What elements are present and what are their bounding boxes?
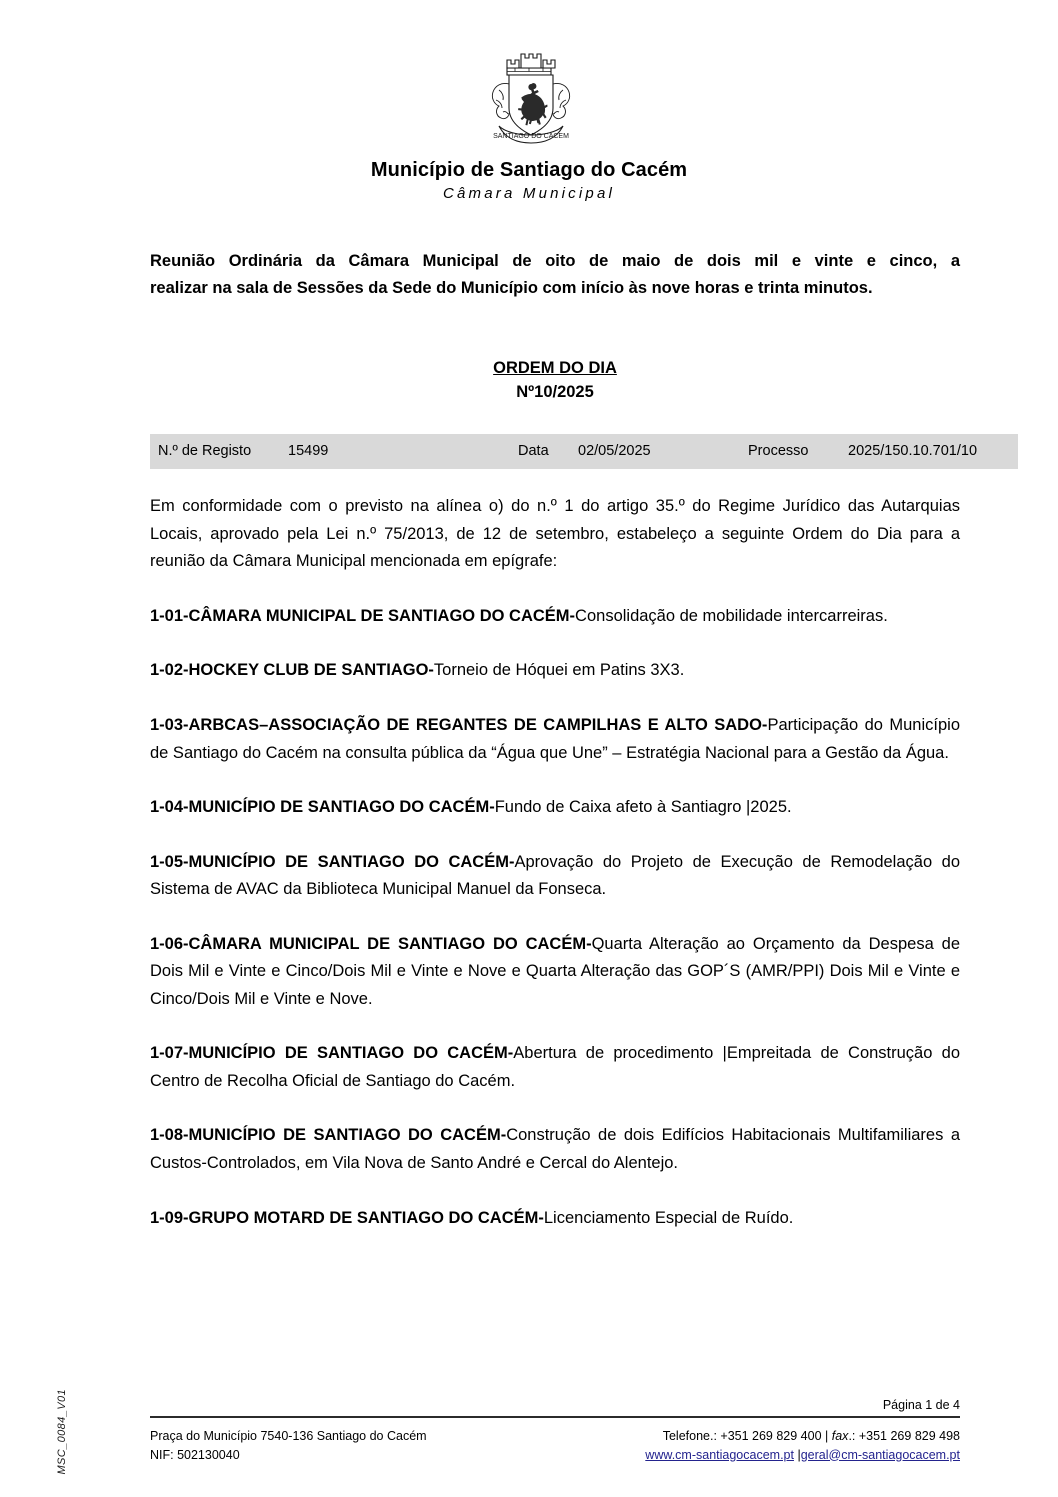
agenda-item-1-09 (150, 1205, 960, 1233)
agenda-description: Quarta Alteração ao Orçamento da Despesa de Dois Mil e Vinte e Cinco/Dois Mil e Vinte e Nove e Quarta Alteração das GOP´S (AMR/PPI) Dois Mil e Vinte e Cinco/Dois Mil e Vinte e Nove. (150, 934, 960, 1008)
document-number: Nº10/2025 (516, 383, 594, 402)
page-title: ORDEM DO DIA (493, 359, 617, 378)
website-link[interactable]: www.cm-santiagocacem.pt (645, 1447, 794, 1462)
side-code-text: MSC_0084_V01 (56, 1389, 68, 1475)
agenda-entity: 1-07-MUNICÍPIO DE SANTIAGO DO CACÉM- (150, 1044, 514, 1063)
coat-of-arms-icon (477, 40, 581, 148)
contact-separator: | (821, 1429, 832, 1443)
agenda-description: Consolidação de mobilidade intercarreiras. (575, 606, 888, 625)
agenda-entity: 1-04-MUNICÍPIO DE SANTIAGO DO CACÉM- (150, 798, 495, 817)
agenda-entity: 1-09-GRUPO MOTARD DE SANTIAGO DO CACÉM- (150, 1208, 544, 1227)
agenda-entity: 1-05-MUNICÍPIO DE SANTIAGO DO CACÉM- (150, 852, 515, 871)
agenda-description: Torneio de Hóquei em Patins 3X3. (433, 661, 685, 680)
meeting-title-line2: realizar na sala de Sessões da Sede do Município com início às nove horas e trinta minutos. (150, 278, 873, 297)
agenda-item-1-03 (150, 712, 960, 767)
phone-fax-line (645, 1427, 960, 1446)
agenda-item-1-01 (150, 603, 960, 631)
email-link[interactable]: geral@cm-santiagocacem.pt (800, 1447, 960, 1462)
agenda-item-1-02 (150, 657, 960, 685)
footer-columns (150, 1418, 960, 1464)
document-content (150, 248, 978, 1232)
footer-address (150, 1427, 427, 1464)
agenda-item-1-06 (150, 931, 960, 1014)
footer-contacts (645, 1427, 960, 1464)
agenda-description: Participação do Município de Santiago do Cacém na consulta pública da “Água que Une” – Estratégia Nacional para a Gestão da Água. (150, 716, 960, 762)
registry-label-data: Data (518, 434, 578, 469)
fax-number: .: +351 269 829 498 (848, 1429, 960, 1443)
page-number: Página 1 de 4 (882, 1398, 960, 1412)
organization-name: Município de Santiago do Cacém (370, 159, 688, 181)
agenda-description: Abertura de procedimento |Empreitada de Construção do Centro de Recolha Oficial de Santiago do Cacém. (150, 1044, 960, 1090)
agenda-entity: 1-06-CÂMARA MUNICIPAL DE SANTIAGO DO CACÉM- (150, 934, 592, 953)
link-separator: | (793, 1447, 801, 1462)
document-title-block (150, 357, 960, 405)
intro-paragraph: Em conformidade com o previsto na alínea o) do n.º 1 do artigo 35.º do Regime Jurídico das Autarquias Locais, aprovado pela Lei n.º 75/2013, de 12 de setembro, estabeleço a seguinte Ordem do Dia para a reunião da Câmara Municipal mencionada em epígrafe: (150, 497, 960, 571)
document-side-code (56, 1303, 68, 1475)
agenda-entity: 1-01-CÂMARA MUNICIPAL DE SANTIAGO DO CACÉM- (150, 606, 576, 625)
document-header (0, 0, 1058, 203)
registry-label-processo: Processo (748, 434, 848, 469)
links-line (645, 1446, 960, 1465)
agenda-item-1-08 (150, 1122, 960, 1177)
registry-value-processo: 2025/150.10.701/10 (848, 434, 1018, 469)
table-row (150, 434, 1018, 469)
meeting-title (150, 248, 960, 301)
document-footer (150, 1398, 960, 1464)
fax-label: fax (831, 1429, 849, 1443)
emblem-scroll-text: SANTIAGO DO CACEM (493, 133, 569, 140)
meeting-title-line1: Reunião Ordinária da Câmara Municipal de oito de maio de dois mil e vinte e cinco, a (150, 252, 960, 270)
agenda-entity: 1-02-HOCKEY CLUB DE SANTIAGO- (150, 661, 434, 680)
agenda-description: Licenciamento Especial de Ruído. (543, 1208, 794, 1227)
agenda-entity: 1-03-ARBCAS–ASSOCIAÇÃO DE REGANTES DE CAMPILHAS E ALTO SADO- (150, 716, 768, 735)
agenda-item-1-05 (150, 849, 960, 904)
registry-table (150, 434, 1018, 469)
address-line-1: Praça do Município 7540-136 Santiago do Cacém (150, 1429, 427, 1443)
agenda-item-1-07 (150, 1040, 960, 1095)
registry-value-registo: 15499 (288, 434, 518, 469)
agenda-entity: 1-08-MUNICÍPIO DE SANTIAGO DO CACÉM- (150, 1126, 507, 1145)
registry-value-data: 02/05/2025 (578, 434, 748, 469)
agenda-description: Construção de dois Edifícios Habitacionais Multifamiliares a Custos-Controlados, em Vila Nova de Santo André e Cercal do Alentejo. (150, 1126, 960, 1173)
registry-label-registo: N.º de Registo (150, 434, 288, 469)
agenda-item-1-04 (150, 794, 960, 822)
agenda-description: Fundo de Caixa afeto à Santiagro |2025. (494, 798, 792, 817)
agenda-description: Aprovação do Projeto de Execução de Remodelação do Sistema de AVAC da Biblioteca Municipal Manuel da Fonseca. (150, 852, 961, 899)
organization-subtitle: Câmara Municipal (442, 185, 616, 202)
nif-line: NIF: 502130040 (150, 1447, 240, 1462)
phone-text: Telefone.: +351 269 829 400 (662, 1429, 822, 1443)
